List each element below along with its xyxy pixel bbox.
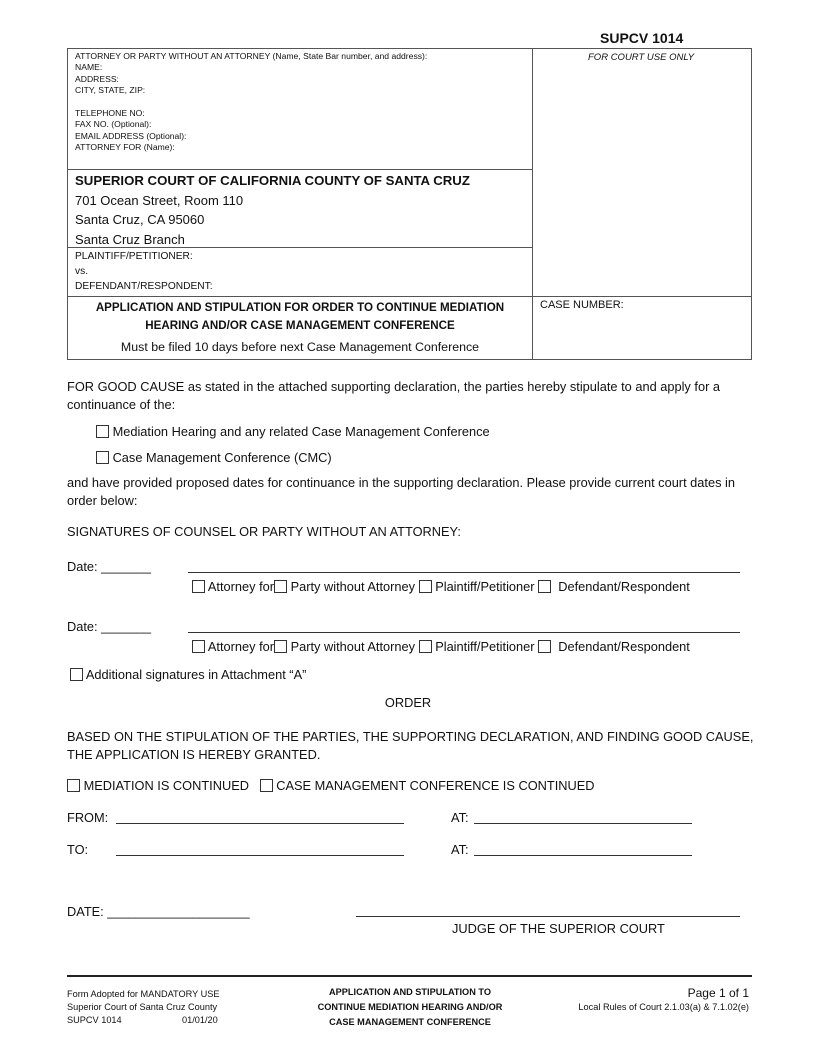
court-use-label: FOR COURT USE ONLY bbox=[588, 52, 695, 63]
name-field[interactable]: NAME: bbox=[75, 62, 103, 73]
signature-roles-2 bbox=[192, 638, 690, 656]
mediation-continued-checkbox[interactable] bbox=[67, 779, 80, 792]
attorney-caption: ATTORNEY OR PARTY WITHOUT AN ATTORNEY (Name, State Bar number, and address): bbox=[75, 51, 428, 61]
order-heading: ORDER bbox=[384, 695, 432, 710]
footer-county: Superior Court of Santa Cruz County bbox=[67, 1002, 218, 1012]
parties-block[interactable] bbox=[75, 249, 213, 294]
local-rules: Local Rules of Court 2.1.03(a) & 7.1.02(e) bbox=[578, 1002, 749, 1012]
party-without-attorney-checkbox[interactable] bbox=[274, 640, 287, 653]
plaintiff-checkbox[interactable] bbox=[419, 580, 432, 593]
vs-label: vs. bbox=[75, 266, 89, 277]
footer-right bbox=[578, 986, 749, 1014]
to-time-line[interactable] bbox=[474, 855, 692, 856]
mediation-option-label: Mediation Hearing and any related Case Management Conference bbox=[112, 424, 490, 439]
cmc-option[interactable] bbox=[96, 449, 332, 467]
attorney-for-field[interactable]: ATTORNEY FOR (Name): bbox=[75, 142, 175, 153]
footer-title-line3: CASE MANAGEMENT CONFERENCE bbox=[329, 1017, 491, 1027]
footer-title-line2: CONTINUE MEDIATION HEARING AND/OR bbox=[317, 1002, 503, 1012]
signature-line-1[interactable] bbox=[188, 572, 740, 573]
form-id: SUPCV 1014 bbox=[600, 30, 684, 46]
signatures-heading: SIGNATURES OF COUNSEL OR PARTY WITHOUT AN ATTORNEY: bbox=[67, 524, 461, 539]
additional-signatures-label: Additional signatures in Attachment “A” bbox=[85, 667, 307, 682]
plaintiff-label: Plaintiff/Petitioner bbox=[435, 579, 535, 594]
city-state-zip-field[interactable]: CITY, STATE, ZIP: bbox=[75, 85, 146, 96]
proposed-dates-paragraph: and have provided proposed dates for continuance in the supporting declaration. Please provide current court dates in order below: bbox=[67, 475, 736, 508]
defendant-checkbox[interactable] bbox=[538, 640, 551, 653]
page-number: Page 1 of 1 bbox=[687, 986, 749, 1000]
party-without-attorney-label: Party without Attorney bbox=[290, 639, 416, 654]
from-date-line[interactable] bbox=[116, 823, 404, 824]
mediation-option[interactable] bbox=[96, 423, 490, 441]
judge-label: JUDGE OF THE SUPERIOR COURT bbox=[452, 921, 665, 936]
court-info-block bbox=[75, 171, 470, 249]
plaintiff-label: Plaintiff/Petitioner bbox=[435, 639, 535, 654]
cmc-option-label: Case Management Conference (CMC) bbox=[112, 450, 332, 465]
plaintiff-checkbox[interactable] bbox=[419, 640, 432, 653]
filing-note: Must be filed 10 days before next Case Management Conference bbox=[120, 340, 480, 354]
mediation-continued-label: MEDIATION IS CONTINUED bbox=[83, 778, 249, 793]
attorney-info-block[interactable] bbox=[75, 51, 427, 154]
footer-adopted: Form Adopted for MANDATORY USE bbox=[67, 989, 220, 999]
court-name: SUPERIOR COURT OF CALIFORNIA COUNTY OF SANTA CRUZ bbox=[75, 173, 470, 188]
to-at-label: AT: bbox=[451, 842, 469, 857]
cmc-checkbox[interactable] bbox=[96, 451, 109, 464]
form-title-line2: HEARING AND/OR CASE MANAGEMENT CONFERENCE bbox=[145, 319, 455, 332]
party-without-attorney-checkbox[interactable] bbox=[274, 580, 287, 593]
footer-title bbox=[290, 985, 530, 1030]
form-title-block bbox=[68, 299, 532, 356]
row-divider bbox=[68, 296, 751, 297]
footer-form-date: 01/01/20 bbox=[182, 1015, 218, 1025]
from-at-label: AT: bbox=[451, 810, 469, 825]
fax-field[interactable]: FAX NO. (Optional): bbox=[75, 119, 152, 130]
column-divider bbox=[532, 49, 533, 359]
signature-date-1[interactable]: Date: _______ bbox=[67, 559, 151, 574]
form-title-line1: APPLICATION AND STIPULATION FOR ORDER TO CONTINUE MEDIATION bbox=[95, 301, 505, 314]
defendant-label: Defendant/Respondent bbox=[558, 579, 690, 594]
address-field[interactable]: ADDRESS: bbox=[75, 73, 119, 84]
telephone-field[interactable]: TELEPHONE NO: bbox=[75, 108, 145, 119]
row-divider bbox=[68, 169, 532, 170]
defendant-label: Defendant/Respondent bbox=[558, 639, 690, 654]
plaintiff-field[interactable]: PLAINTIFF/PETITIONER: bbox=[75, 251, 193, 262]
spacer bbox=[75, 97, 427, 108]
from-label: FROM: bbox=[67, 810, 109, 825]
defendant-field[interactable]: DEFENDANT/RESPONDENT: bbox=[75, 281, 213, 292]
from-time-line[interactable] bbox=[474, 823, 692, 824]
order-date-field[interactable]: DATE: ____________________ bbox=[67, 904, 250, 919]
attorney-for-label: Attorney for bbox=[207, 579, 275, 594]
mediation-checkbox[interactable] bbox=[96, 425, 109, 438]
order-text: BASED ON THE STIPULATION OF THE PARTIES, THE SUPPORTING DECLARATION, AND FINDING GOOD CAUSE, THE APPLICATION IS HEREBY GRANTED. bbox=[67, 729, 754, 762]
footer-rule bbox=[67, 975, 752, 977]
signature-line-2[interactable] bbox=[188, 632, 740, 633]
to-label: TO: bbox=[67, 842, 89, 857]
judge-signature-line[interactable] bbox=[356, 916, 740, 917]
additional-signatures-checkbox[interactable] bbox=[70, 668, 83, 681]
footer-form-id: SUPCV 1014 bbox=[67, 1015, 122, 1025]
intro-paragraph: FOR GOOD CAUSE as stated in the attached supporting declaration, the parties hereby stipulate to and apply for a continuance of the: bbox=[67, 379, 720, 412]
footer-title-line1: APPLICATION AND STIPULATION TO bbox=[329, 987, 491, 997]
attorney-for-label: Attorney for bbox=[207, 639, 275, 654]
case-number-field[interactable]: CASE NUMBER: bbox=[540, 299, 624, 311]
footer-left bbox=[67, 988, 237, 1027]
footer-form-line bbox=[67, 1014, 237, 1027]
signature-date-2[interactable]: Date: _______ bbox=[67, 619, 151, 634]
signature-roles-1 bbox=[192, 578, 690, 596]
email-field[interactable]: EMAIL ADDRESS (Optional): bbox=[75, 130, 187, 141]
attorney-for-checkbox[interactable] bbox=[192, 640, 205, 653]
cmc-continued-checkbox[interactable] bbox=[260, 779, 273, 792]
cmc-continued-label: CASE MANAGEMENT CONFERENCE IS CONTINUED bbox=[276, 778, 595, 793]
additional-signatures-option[interactable] bbox=[70, 666, 306, 684]
party-without-attorney-label: Party without Attorney bbox=[290, 579, 416, 594]
court-branch: Santa Cruz Branch bbox=[75, 231, 185, 247]
order-continued-options bbox=[67, 777, 595, 795]
caption-table bbox=[67, 48, 752, 360]
attorney-for-checkbox[interactable] bbox=[192, 580, 205, 593]
court-street: 701 Ocean Street, Room 110 bbox=[75, 192, 244, 208]
defendant-checkbox[interactable] bbox=[538, 580, 551, 593]
to-date-line[interactable] bbox=[116, 855, 404, 856]
court-city: Santa Cruz, CA 95060 bbox=[75, 212, 205, 227]
